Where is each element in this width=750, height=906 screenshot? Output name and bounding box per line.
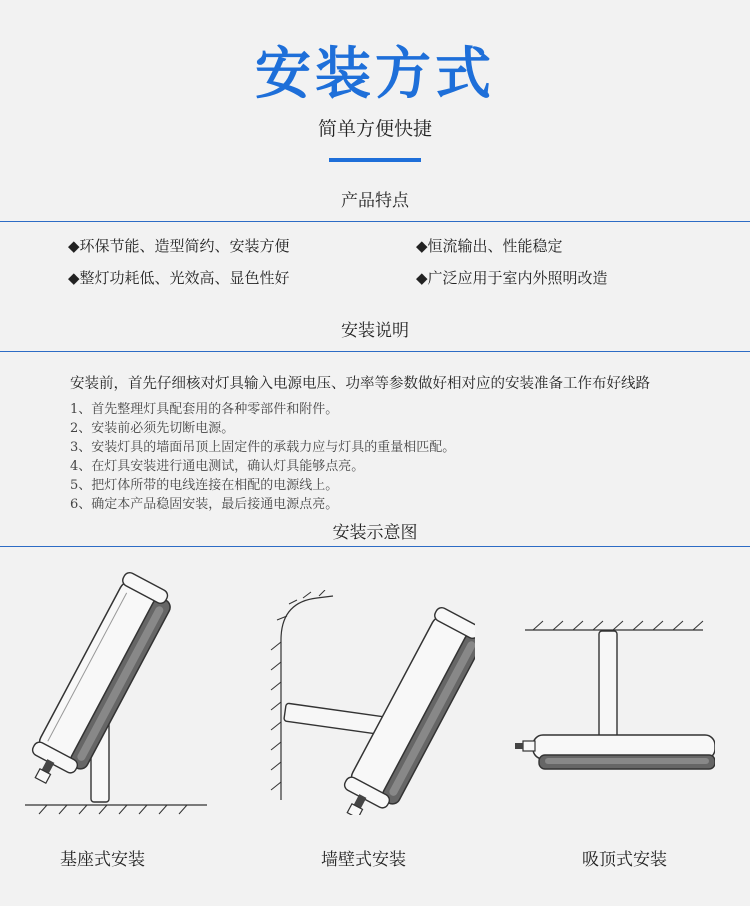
wall-mount-diagram (265, 590, 475, 815)
features-heading: 产品特点 (341, 191, 409, 211)
instructions-lead: 安装前，首先仔细核对灯具输入电源电压、功率等参数做好相对应的安装准备工作布好线路 (70, 376, 650, 392)
instruction-step: 5、把灯体所带的电线连接在相配的电源线上。 (70, 478, 339, 493)
features-divider (0, 221, 750, 222)
page-subtitle: 简单方便快捷 (317, 118, 432, 140)
feature-item: ◆环保节能、造型简约、安装方便 (68, 237, 290, 255)
instruction-step: 6、确定本产品稳固安装，最后接通电源点亮。 (70, 497, 339, 512)
title-underline (329, 158, 421, 162)
caption-ceiling-mount: 吸顶式安装 (582, 850, 667, 870)
instruction-step: 3、安装灯具的墙面吊顶上固定件的承载力应与灯具的重量相匹配。 (70, 440, 456, 455)
base-mount-diagram (25, 570, 215, 815)
instruction-step: 1、首先整理灯具配套用的各种零部件和附件。 (70, 402, 339, 417)
caption-wall-mount: 墙壁式安装 (321, 850, 406, 870)
instruction-step: 2、安装前必须先切断电源。 (70, 421, 235, 436)
instructions-heading: 安装说明 (341, 321, 409, 341)
feature-item: ◆整灯功耗低、光效高、显色性好 (68, 269, 290, 287)
caption-base-mount: 基座式安装 (60, 850, 145, 870)
ceiling-mount-diagram (515, 615, 715, 785)
diagrams-divider (0, 546, 750, 547)
instruction-step: 4、在灯具安装进行通电测试，确认灯具能够点亮。 (70, 459, 365, 474)
feature-item: ◆广泛应用于室内外照明改造 (416, 269, 608, 287)
feature-item: ◆恒流输出、性能稳定 (416, 237, 563, 255)
page-title: 安装方式 (255, 42, 495, 107)
diagrams-heading: 安装示意图 (332, 523, 418, 543)
instructions-divider (0, 351, 750, 352)
